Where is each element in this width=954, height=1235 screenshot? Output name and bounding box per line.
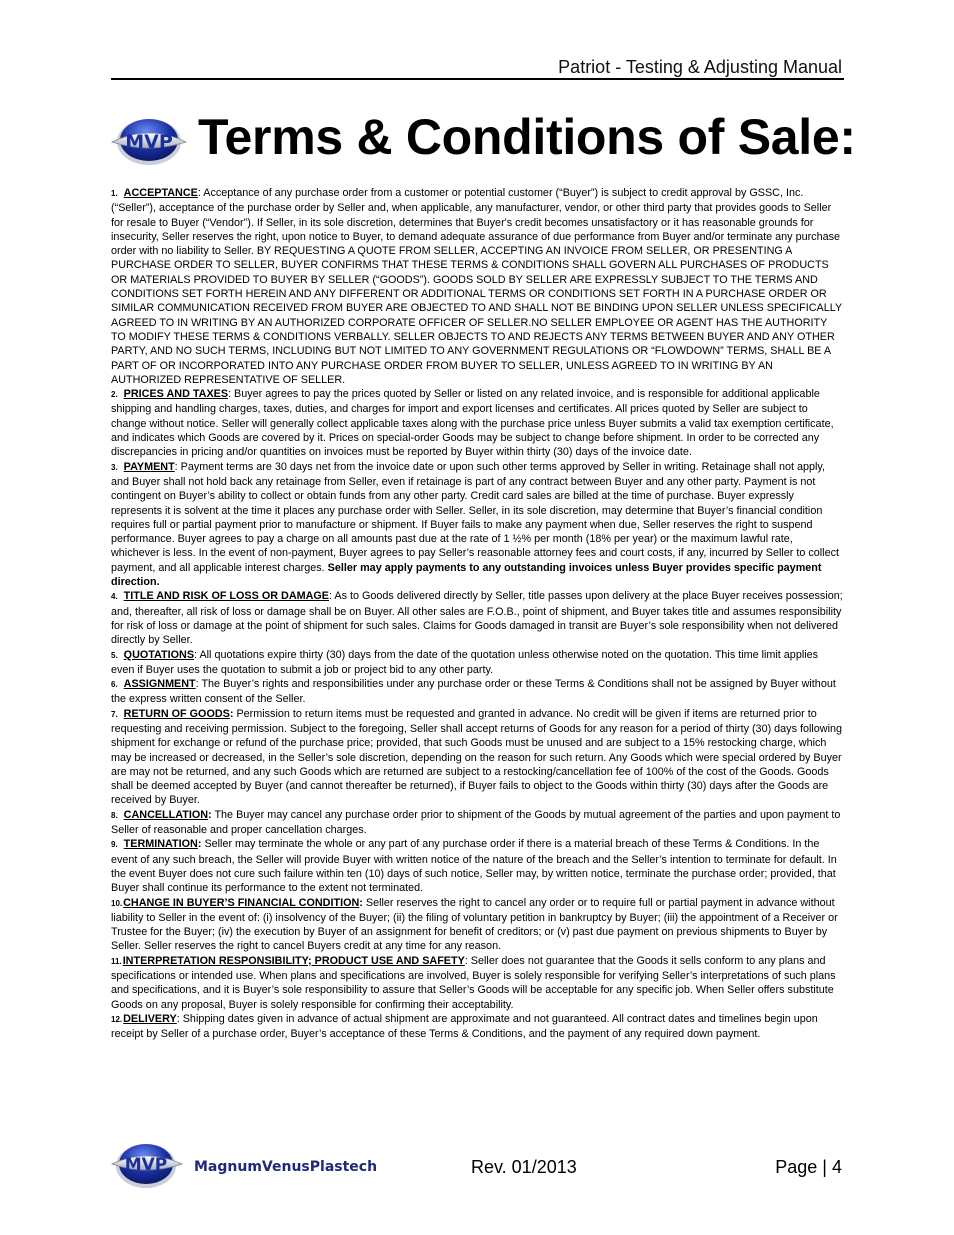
clause-title-sep: : [229,707,234,720]
clause [111,648,844,678]
footer-logo-wordmark: MagnumVenusPlastech [194,1159,378,1175]
clause-text: Acceptance of any purchase order from a customer or potential customer (“Buyer”) is subject to credit approval by GSSC, Inc. (“Seller”), acceptance of the purchase order by Seller and, when applicable, any manufacturer, vendor, or other third party that provides goods to Seller for resale to Buyer (“Vendor”). If Seller, in its sole discretion, determines that Buyer's credit becomes unsatisfactory or it has reasonable grounds for insecurity, Seller reserves the right, upon notice to Buyer, to demand adequate assurance of due performance from Buyer and/or terminate any purchase order with no liability to Seller. BY REQUESTING A QUOTE FROM SELLER, ACCEPTING AN INVOICE FROM SELLER, OR PRESENTING A PURCHASE ORDER TO SELLER, BUYER CONFIRMS THAT THESE TERMS & CONDITIONS SHALL GOVERN ALL PURCHASES OF PRODUCTS OR MATERIALS PROVIDED TO BUYER BY SELLER (“GOODS”). GOODS SOLD BY SELLER ARE EXPRESSLY SUBJECT TO THE TERMS AND CONDITIONS SET FORTH HEREIN AND ANY DIFFERENT OR ADDITIONAL TERMS OR CONDITIONS SET FORTH IN A PURCHASE ORDER OR SIMILAR COMMUNICATION RECEIVED FROM BUYER ARE OBJECTED TO AND SHALL NOT BE BINDING UPON SELLER UNLESS SPECIFICALLY AGREED TO IN WRITING BY AN AUTHORIZED CORPORATE OFFICER OF SELLER.NO SELLER EMPLOYEE OR AGENT HAS THE AUTHORITY TO MODIFY THESE TERMS & CONDITIONS VERBALLY. SELLER OBJECTS TO AND REJECTS ANY TERMS BETWEEN BUYER AND ANY OTHER PARTY, AND NO SUCH TERMS, INCLUDING BUT NOT LIMITED TO ANY GOVERNMENT REGULATIONS OR “FLOWDOWN” TERMS, SHALL BE A PART OF OR INCORPORATED INTO ANY PURCHASE ORDER FROM BUYER TO SELLER, UNLESS AGREED TO IN WRITING BY AN AUTHORIZED REPRESENTATIVE OF SELLER. [111,187,842,386]
header-title: Patriot - Testing & Adjusting Manual [558,57,842,77]
footer-page-number: Page | 4 [775,1157,842,1177]
clause-title-sep: : [197,187,201,199]
clause-number: 8. [111,810,118,820]
clause-title-sep: : [208,808,212,821]
clause-text: Permission to return items must be requested and granted in advance. No credit will be given if items are returned prior to requesting and receiving permission. Subject to the foregoing, Seller shall accept returns of Goods for any reason for a period of thirty (30) days following shipment for exchange or refund of the purchase price; provided, that such Goods must be unused and are subject to a 15% restocking charge, which may be increased or decreased, in the Seller’s sole discretion, depending on the reason for such return. Any Goods which were special ordered by Buyer are may not be returned, and any such Goods which are returned are subject to a restocking/cancellation fee of 100% of the cost of the Goods. Goods shall be deemed accepted by Buyer (and cannot thereafter be returned), if Buyer fails to object to the Goods within thirty (30) days after the Goods are received by Buyer. [111,707,842,807]
clause-number: 1. [111,189,118,198]
clause-title: INTERPRETATION RESPONSIBILITY; PRODUCT USE AND SAFETY [122,954,465,967]
clause-title: QUOTATIONS [123,648,195,661]
mvp-logo-icon [106,112,190,168]
clause-title-sep: : [176,1012,180,1025]
clause-text: Buyer agrees to pay the prices quoted by Seller or listed on any related invoice, and is responsible for additional applicable shipping and handling charges, taxes, duties, and charges for import and export licenses and certificates. All prices quoted by Seller are subject to change without notice. Seller will generally collect applicable taxes along with the purchase price unless Buyer submits a valid tax exemption certificate, and indicates which Goods are covered by it. Prices on special-order Goods may be subject to change before shipment. In order to be corrected any discrepancies in pricing and/or quantities on invoices must be reported by Buyer within thirty (30) days of the invoice date. [111,388,834,459]
clause-title: PAYMENT [123,460,175,473]
clause-text: As to Goods delivered directly by Seller, title passes upon delivery at the place Buyer receives possession; and, thereafter, all risk of loss or damage shall be on Buyer. All other sales are F.O.B., point of shipment, and Buyer takes title and assumes responsibility for risk of loss or damage at the point of shipment for such sales. Claims for Goods damaged in transit are Buyer’s sole responsibility when not delivered directly by Seller. [111,590,843,647]
mvp-footer-logo-icon [108,1140,398,1190]
footer-logo-badge-text: MVP [124,1155,168,1175]
clause-text: The Buyer may cancel any purchase order prior to shipment of the Goods by mutual agreement of the parties and upon payment to Seller of reasonable and proper cancellation charges. [111,808,841,837]
clause-text: Payment terms are 30 days net from the invoice date or upon such other terms approved by Seller in writing. Retainage shall not apply, and Buyer shall not hold back any retainage from Seller, even if retainage is part of any contract between Buyer and any other party. Payment is not contingent on Buyer’s ability to collect or obtain funds from any other party. Credit card sales are billed at the time of purchase. Buyer expressly represents it is solvent at the time it places any purchase order with Seller. Seller, in its sole discretion, may determine that Buyer’s financial condition requires full or partial payment prior to manufacture or shipment. If Buyer fails to make any payment when due, Seller reserves the right to suspend performance. Buyer agrees to pay a charge on all amounts past due at the rate of 1 ½% per month (18% per year) or the maximum lawful rate, whichever is less. In the event of non-payment, Buyer agrees to pay Seller’s reasonable attorney fees and court costs, if any, incurred by Seller to collect payment, and all applicable interest charges. [111,460,839,574]
page-title: Terms & Conditions of Sale: [198,109,856,165]
clause-title: ACCEPTANCE [123,187,198,199]
clause-title: DELIVERY [123,1012,177,1025]
title-row [104,108,856,172]
clause-number: 6. [111,680,118,690]
clause-title: TITLE AND RISK OF LOSS OR DAMAGE [123,590,330,603]
clause-text: Shipping dates given in advance of actual shipment are approximate and not guaranteed. All contract dates and timelines begin upon receipt by Seller of a purchase order, Buyer’s acceptance of these Terms & Conditions, and the payment of any required down payment. [111,1012,818,1041]
clause-title-sep: : [195,678,199,691]
clause-title-sep: : [197,838,202,851]
clause-number: 5. [111,650,118,660]
clause [111,808,844,838]
clause-number: 10. [111,898,123,908]
clause-number: 3. [111,462,118,472]
logo-badge-text: MVP [125,131,173,153]
clause [111,677,844,707]
clause-number: 12. [111,1014,123,1024]
clause-text: All quotations expire thirty (30) days from the date of the quotation unless otherwise noted on the quotation. This time limit applies even if Buyer uses the quotation to submit a job or project bid to any other party. [111,648,819,676]
header-rule [111,78,844,80]
clause-title: CHANGE IN BUYER’S FINANCIAL CONDITION [123,896,360,909]
clause-number: 11. [111,956,122,966]
clause-number: 2. [111,390,118,400]
clause-title: CANCELLATION [123,808,209,821]
clause-title-sep: : [464,954,468,967]
clause [111,460,844,590]
clause [111,589,844,647]
clause-title-sep: : [359,896,363,909]
clause-number: 9. [111,840,118,850]
clause-number: 4. [111,592,118,602]
clause [111,707,844,808]
clause [111,837,844,895]
clause-title-sep: : [194,648,198,661]
clause-title-sep: : [329,590,333,603]
terms-body [111,186,844,1042]
clause-title: TERMINATION [123,838,198,851]
clause [111,387,844,459]
clause-title: ASSIGNMENT [123,678,196,691]
clause-text: Seller may terminate the whole or any part of any purchase order if there is a material breach of these Terms & Conditions. In the event of any such breach, the Seller will provide Buyer with written notice of the nature of the breach and the Seller’s intention to terminate for default. In the event Buyer does not cure such failure within ten (10) days of such notice, Seller may, by written notice, terminate the purchase order; provided, that Buyer shall continue its performance to the extent not terminated. [111,838,837,895]
clause-title-sep: : [228,388,232,401]
clause-text: Seller does not guarantee that the Goods it sells conform to any plans and specifications or intended use. When plans and specifications are involved, Buyer is solely responsible for verifying Seller’s interpretations of such plans and specifications, and it is Buyer’s sole responsibility to assure that Seller’s Goods will be acceptable for any specific job. When Seller offers substitute Goods on any proposal, Buyer is solely responsible for confirming their acceptability. [111,954,836,1011]
clause [111,1012,844,1042]
clause [111,954,844,1012]
clause-text: The Buyer’s rights and responsibilities under any purchase order or these Terms & Conditions shall not be assigned by Buyer without the express written consent of the Seller. [111,678,836,706]
clause-title: PRICES AND TAXES [123,388,229,401]
clause-title: RETURN OF GOODS [123,707,230,720]
clause-title-sep: : [174,460,178,473]
footer-revision: Rev. 01/2013 [471,1157,577,1177]
clause-number: 7. [111,709,118,719]
clause-bold-text: Seller may apply payments to any outstanding invoices unless Buyer provides specific payment direction. [111,561,822,589]
clause [111,896,844,954]
clause [111,186,844,387]
clause-text: Seller reserves the right to cancel any order or to require full or partial payment in advance without liability to Seller in the event of: (i) insolvency of the Buyer; (ii) the filing of voluntary petition in bankruptcy by Buyer; (iii) the appointment of a Receiver or Trustee for the Buyer; (iv) the execution by Buyer of an assignment for benefit of creditors; or (v) past due payment on previous shipments to Buyer by Seller. Seller reserves the right to cancel Buyers credit at any time for any reason. [111,896,838,953]
